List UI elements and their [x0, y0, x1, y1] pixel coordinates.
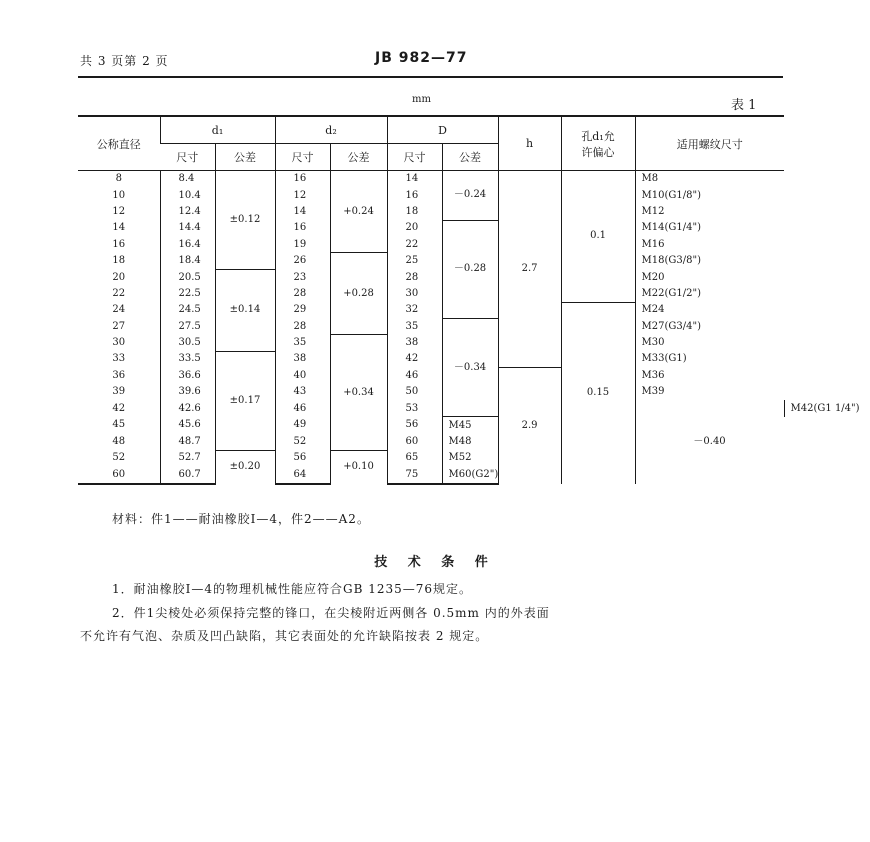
col-hole-offset-line2: 许偏心 — [581, 145, 615, 159]
table-row — [78, 335, 784, 351]
thread-cell: M24 — [635, 302, 784, 318]
technical-condition-2-line2: 不允许有气泡、杂质及凹凸缺陷，其它表面处的允许缺陷按表 2 规定。 — [80, 629, 489, 643]
d2-cell: 29 — [275, 302, 330, 318]
nominal-cell: 18 — [112, 255, 126, 267]
d2-cell: 35 — [275, 335, 330, 351]
d2-tolerance-cell: +0.24 — [330, 171, 387, 253]
thread-cell: M18(G3/8") — [635, 253, 784, 269]
table-row — [78, 302, 784, 318]
d1-cell: 20.5 — [160, 269, 215, 285]
nominal-cell: 22 — [112, 287, 126, 299]
d2-cell: 28 — [275, 319, 330, 335]
col-D: D — [387, 116, 498, 144]
table-row — [78, 171, 784, 188]
D-cell: 14 — [387, 171, 442, 188]
offset-cell: 0.1 — [561, 171, 635, 303]
d1-cell: 60.7 — [160, 467, 215, 484]
d1-cell: 52.7 — [160, 450, 215, 466]
D-cell: 60 — [387, 434, 442, 450]
d2-cell: 56 — [275, 450, 330, 466]
nominal-cell: 14 — [112, 222, 126, 234]
d1-cell: 8.4 — [160, 171, 215, 188]
standard-number: JB 982—77 — [375, 50, 468, 66]
d2-cell: 64 — [275, 467, 330, 484]
nominal-cell: 8 — [115, 173, 122, 185]
thread-cell: M20 — [635, 269, 784, 285]
thread-cell: M33(G1) — [635, 351, 784, 367]
nominal-cell: 33 — [112, 353, 126, 365]
thread-cell: M30 — [635, 335, 784, 351]
d1-cell: 27.5 — [160, 319, 215, 335]
D-cell: 20 — [387, 220, 442, 236]
table-row — [78, 351, 784, 367]
d2-cell: 26 — [275, 253, 330, 269]
D-cell: 18 — [387, 204, 442, 220]
col-D-size: 尺寸 — [387, 144, 442, 171]
d1-cell: 14.4 — [160, 220, 215, 236]
d1-cell: 36.6 — [160, 368, 215, 384]
offset-cell: 0.15 — [561, 302, 635, 484]
d2-cell: 14 — [275, 204, 330, 220]
nominal-cell: 16 — [112, 238, 126, 250]
col-D-tolerance: 公差 — [442, 144, 498, 171]
unit-label: mm — [412, 94, 431, 105]
col-hole-offset — [561, 116, 635, 171]
h-cell: 2.9 — [498, 368, 561, 484]
table-row — [78, 237, 784, 253]
page-info: 共 3 页第 2 页 — [80, 54, 169, 68]
table-row — [78, 319, 784, 335]
material-note: 材料：件1——耐油橡胶Ⅰ—4，件2——A2。 — [112, 512, 370, 526]
thread-cell: M8 — [635, 171, 784, 188]
thread-cell: M36 — [635, 368, 784, 384]
col-d2-size: 尺寸 — [275, 144, 330, 171]
D-cell: 42 — [387, 351, 442, 367]
d1-cell: 22.5 — [160, 286, 215, 302]
nominal-cell: 12 — [112, 205, 126, 217]
D-cell: 53 — [387, 400, 442, 416]
table-row — [78, 204, 784, 220]
d1-cell: 45.6 — [160, 417, 215, 434]
thread-cell: M60(G2") — [442, 467, 498, 484]
table-label: 表 1 — [731, 98, 757, 113]
table-row — [78, 368, 784, 384]
nominal-cell: 48 — [112, 435, 126, 447]
d1-tolerance-cell: ±0.20 — [215, 450, 275, 484]
nominal-cell: 20 — [112, 271, 126, 283]
thread-cell: M12 — [635, 204, 784, 220]
table-row: 42 42.6 46 53 －0.40 M42(G1 1/4") — [78, 400, 784, 416]
spec-table — [78, 115, 860, 485]
thread-cell: M10(G1/8") — [635, 187, 784, 203]
D-cell: 25 — [387, 253, 442, 269]
col-nominal-diameter: 公称直径 — [78, 116, 160, 171]
D-tolerance-cell: －0.34 — [442, 319, 498, 417]
nominal-cell: 39 — [112, 386, 126, 398]
d1-cell: 18.4 — [160, 253, 215, 269]
thread-cell: M22(G1/2") — [635, 286, 784, 302]
col-thread-size: 适用螺纹尺寸 — [635, 116, 784, 171]
D-cell: 35 — [387, 319, 442, 335]
d1-cell: 10.4 — [160, 187, 215, 203]
col-d1-tolerance: 公差 — [215, 144, 275, 171]
d1-cell: 33.5 — [160, 351, 215, 367]
h-cell: 2.7 — [498, 171, 561, 368]
d2-cell: 16 — [275, 220, 330, 236]
D-cell: 65 — [387, 450, 442, 466]
thread-cell: M52 — [442, 450, 498, 466]
d2-cell: 49 — [275, 417, 330, 434]
D-tolerance-cell: －0.28 — [442, 220, 498, 318]
nominal-cell: 24 — [112, 304, 126, 316]
D-cell: 50 — [387, 384, 442, 400]
col-d1: d₁ — [160, 116, 275, 144]
technical-condition-1: 1．耐油橡胶Ⅰ—4的物理机械性能应符合GB 1235—76规定。 — [112, 582, 473, 596]
technical-conditions-title: 技 术 条 件 — [374, 555, 496, 570]
d1-cell: 24.5 — [160, 302, 215, 318]
d1-cell: 16.4 — [160, 237, 215, 253]
table-row — [78, 187, 784, 203]
d1-tolerance-cell: ±0.14 — [215, 269, 275, 351]
D-cell: 16 — [387, 187, 442, 203]
nominal-cell: 30 — [112, 337, 126, 349]
d2-tolerance-cell: +0.28 — [330, 253, 387, 335]
col-d1-size: 尺寸 — [160, 144, 215, 171]
d2-cell: 12 — [275, 187, 330, 203]
d2-cell: 40 — [275, 368, 330, 384]
nominal-cell: 52 — [112, 452, 126, 464]
technical-condition-2-line1: 2．件1尖棱处必须保持完整的锋口，在尖棱附近两侧各 0.5mm 内的外表面 — [112, 606, 550, 620]
thread-cell: M45 — [442, 417, 498, 434]
d2-cell: 23 — [275, 269, 330, 285]
d2-cell: 52 — [275, 434, 330, 450]
D-cell: 32 — [387, 302, 442, 318]
d2-cell: 46 — [275, 400, 330, 416]
thread-cell: M48 — [442, 434, 498, 450]
D-cell: 75 — [387, 467, 442, 484]
d2-cell: 28 — [275, 286, 330, 302]
d1-cell: 48.7 — [160, 434, 215, 450]
col-d2: d₂ — [275, 116, 387, 144]
thread-cell: M27(G3/4") — [635, 319, 784, 335]
nominal-cell: 42 — [112, 402, 126, 414]
thread-cell: M14(G1/4") — [635, 220, 784, 236]
header-rule — [78, 76, 783, 78]
d2-tolerance-cell: +0.10 — [330, 450, 387, 484]
D-cell: 22 — [387, 237, 442, 253]
d1-tolerance-cell: ±0.12 — [215, 171, 275, 270]
d2-cell: 19 — [275, 237, 330, 253]
thread-cell: M39 — [635, 384, 784, 400]
table-row — [78, 220, 784, 236]
d1-cell: 12.4 — [160, 204, 215, 220]
col-d2-tolerance: 公差 — [330, 144, 387, 171]
nominal-cell: 45 — [112, 419, 126, 431]
D-tolerance-cell: －0.40 — [635, 400, 784, 483]
nominal-cell: 60 — [78, 467, 160, 484]
table-row — [78, 269, 784, 285]
d1-cell: 30.5 — [160, 335, 215, 351]
nominal-cell: 36 — [112, 369, 126, 381]
D-cell: 28 — [387, 269, 442, 285]
D-cell: 46 — [387, 368, 442, 384]
table-row — [78, 253, 784, 269]
nominal-cell: 27 — [112, 320, 126, 332]
col-h: h — [498, 116, 561, 171]
D-tolerance-cell: －0.24 — [442, 171, 498, 221]
d1-cell: 42.6 — [160, 400, 215, 416]
d2-tolerance-cell: +0.34 — [330, 335, 387, 450]
D-cell: 56 — [387, 417, 442, 434]
nominal-cell: 10 — [112, 189, 126, 201]
d1-cell: 39.6 — [160, 384, 215, 400]
col-hole-offset-line1: 孔d₁允 — [581, 129, 615, 143]
d1-tolerance-cell: ±0.17 — [215, 351, 275, 450]
d2-cell: 43 — [275, 384, 330, 400]
thread-cell: M16 — [635, 237, 784, 253]
D-cell: 38 — [387, 335, 442, 351]
d2-cell: 38 — [275, 351, 330, 367]
d2-cell: 16 — [275, 171, 330, 188]
table-row — [78, 286, 784, 302]
D-cell: 30 — [387, 286, 442, 302]
table-row — [78, 384, 784, 400]
